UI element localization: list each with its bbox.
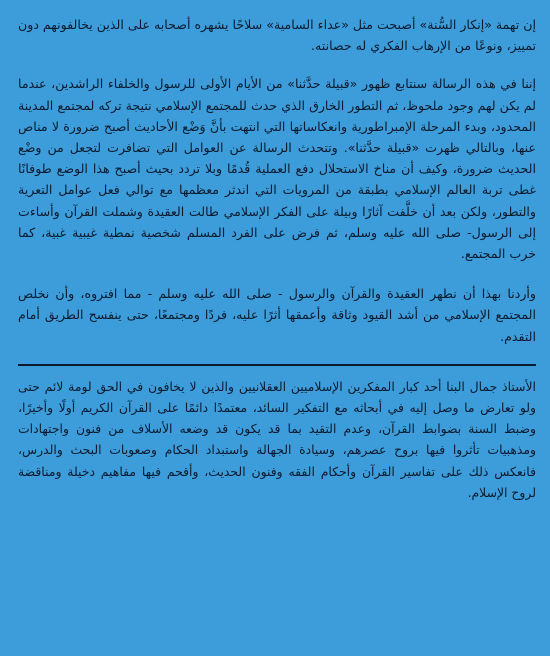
purpose-paragraph: وأردنا بهذا أن نطهر العقيدة والقرآن والرسول - صلى الله عليه وسلم - مما افتروه، وأن نخلص المجتمع الإسلامي من أشد القيود وثاقة وأعمقها أثرًا عليه، فردًا ومجتمعًا، حتى ينفسح الطريق أمام التقدم. (18, 286, 536, 344)
intro-paragraph: إن تهمة «إنكار السُّنة» أصبحت مثل «عداء السامية» سلاحًا يشهره أصحابه على الذين يخالفونهم دون تمييز، ونوعًا من الإرهاب الفكري له حصانته. (17, 17, 536, 54)
section-divider (18, 364, 536, 366)
main-paragraph: إننا في هذه الرسالة سنتابع ظهور «قبيلة حدَّثنا» من الأيام الأولى للرسول والخلفاء الراشدين، عندما لم يكن لهم وجود ملحوظ، ثم التطور الخارق الذي حدث للمجتمع الإسلامي نتيجة تركه لمجتمع المدينة المحدود، وبدء المرحلة الإمبراطورية وانعكاساتها التي انتهت بأنَّ وَضْع الأحاديث أصبح ضرورة لا مناص عنها، وبالتالي ظهرت «قبيلة حدَّثنا». وتتحدث الرسالة عن العوامل التي تضافرت لتجعل من وضْع الحديث ضرورة، وكيف أن مناخ الاستحلال دفع العملية قُدمًا وبلا تردد بحيث أصبح هذا الوضع طوفانًا غطى تربة العالم الإسلامي بطبقة من المرويات التي اندثر معظمها مع توالي فعل عوامل التعرية والتطور، ولكن بعد أن خلَّفت آثارًا وبيلة على الفكر الإسلامي طالت العقيدة وشملت القرآن وأساءت إلى الرسول- صلى الله عليه وسلم، ثم فرض على الفرد المسلم شخصية نمطية غيبية غبية، كما خرب المجتمع. (18, 76, 536, 262)
author-bio-paragraph: الأستاذ جمال البنا أحد كبار المفكرين الإسلاميين العقلانيين والذين لا يخافون في الحق لومة لائم حتى ولو تعارض ما وصل إليه في أبحاثه مع التفكير السائد، معتمدًا دائمًا على القرآن الكريم أولًا وأخيرًا، وضبط السنة بضوابط القرآن، وعدم التقيد بما قد يكون قد وضعه الأسلاف من فنون واجتهادات ومذهبيات تأثروا فيها بروح عصرهم، وسيادة الجهالة واستبداد الحكام وصعوبات البحث والدرس، فانعكس ذلك على تفاسير القرآن وأحكام الفقه وفنون الحديث، وأقحم فيها مفاهيم دخيلة ومناقضة لروح الإسلام. (18, 378, 536, 500)
